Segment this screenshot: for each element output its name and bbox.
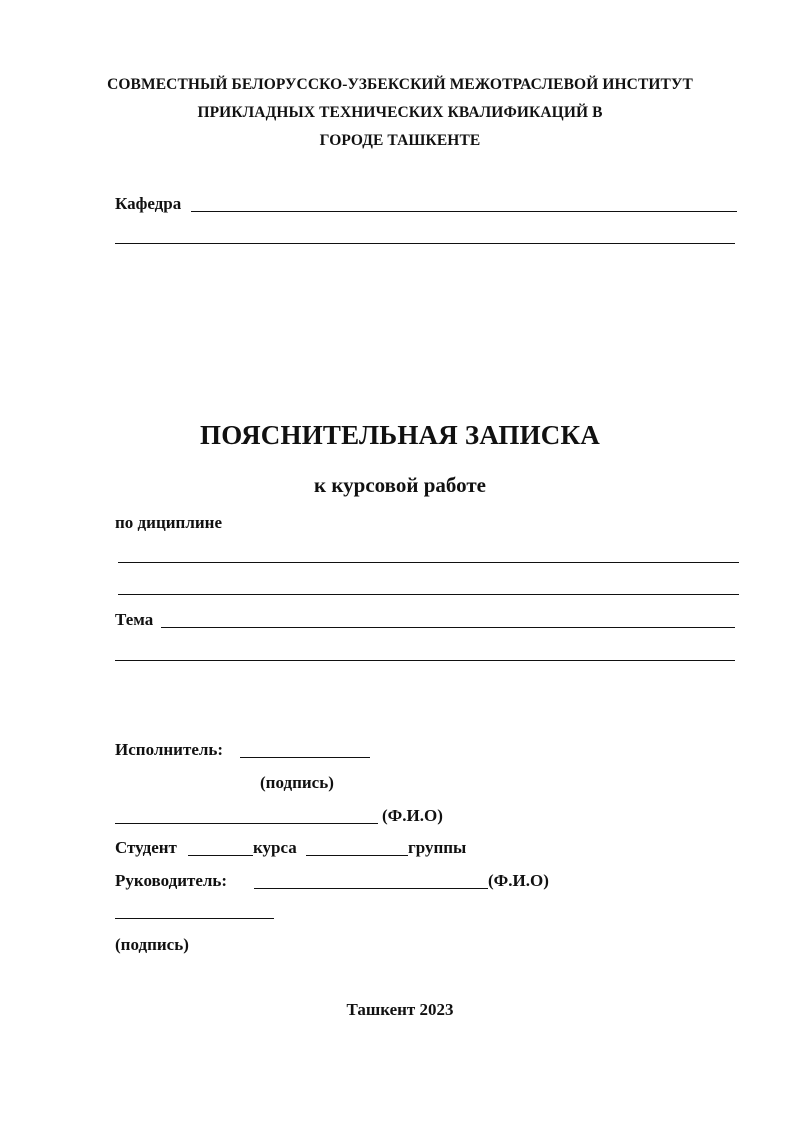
executor-signature-hint: (подпись) xyxy=(260,773,334,792)
institute-name-line-2: ПРИКЛАДНЫХ ТЕХНИЧЕСКИХ КВАЛИФИКАЦИЙ В xyxy=(197,104,603,121)
department-fill-line xyxy=(191,211,737,212)
executor-signature-line xyxy=(240,757,370,758)
supervisor-fio-label: (Ф.И.О) xyxy=(488,871,549,890)
topic-fill-line-2 xyxy=(115,660,735,661)
supervisor-label: Руководитель: xyxy=(115,871,228,890)
department-label: Кафедра xyxy=(115,194,182,213)
institute-name-line-1: СОВМЕСТНЫЙ БЕЛОРУССКО-УЗБЕКСКИЙ МЕЖОТРАСЛЕВОЙ ИНСТИТУТ xyxy=(107,76,693,93)
topic-label: Тема xyxy=(115,610,154,629)
city-year: Ташкент 2023 xyxy=(346,1000,454,1019)
executor-fio-label: (Ф.И.О) xyxy=(382,806,443,825)
supervisor-fill-line xyxy=(254,888,488,889)
group-fill-line xyxy=(306,855,408,856)
topic-fill-line-1 xyxy=(161,627,735,628)
document-subtitle: к курсовой работе xyxy=(314,473,486,497)
supervisor-signature-hint: (подпись) xyxy=(115,935,189,954)
course-label: курса xyxy=(253,838,297,857)
discipline-fill-line-1 xyxy=(118,562,739,563)
course-fill-line xyxy=(188,855,253,856)
group-label: группы xyxy=(408,838,467,857)
executor-label: Исполнитель: xyxy=(115,740,224,759)
supervisor-signature-line xyxy=(115,918,274,919)
department-fill-line-2 xyxy=(115,243,735,244)
discipline-fill-line-2 xyxy=(118,594,739,595)
institute-name-line-3: ГОРОДЕ ТАШКЕНТЕ xyxy=(319,132,481,149)
discipline-label: по дициплине xyxy=(115,513,222,532)
document-title: ПОЯСНИТЕЛЬНАЯ ЗАПИСКА xyxy=(200,420,600,450)
executor-fio-line xyxy=(115,823,378,824)
student-label: Студент xyxy=(115,838,177,857)
